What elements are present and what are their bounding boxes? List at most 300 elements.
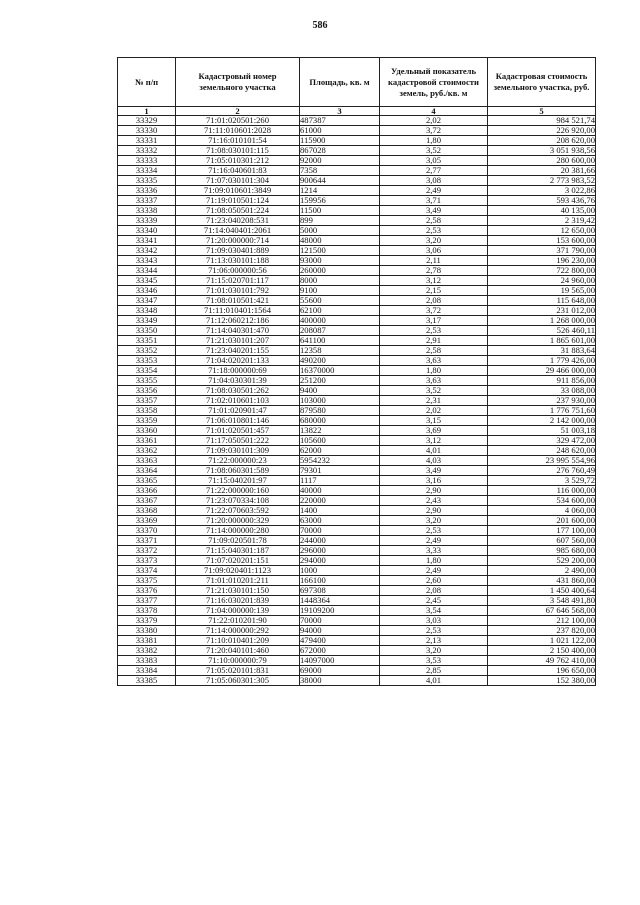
cell-row-number: 33376: [118, 586, 176, 596]
cell-row-number: 33373: [118, 556, 176, 566]
table-row: [118, 476, 596, 486]
cell-area: 115900: [300, 136, 380, 146]
cell-cadastral-value: 3 022,86: [488, 186, 596, 196]
cell-specific-value: 3,16: [380, 476, 488, 486]
cell-cadastral-number: 71:05:010301:212: [176, 156, 300, 166]
cell-specific-value: 2,08: [380, 586, 488, 596]
cell-cadastral-value: 280 600,00: [488, 156, 596, 166]
table-row: [118, 206, 596, 216]
column-index-row: [118, 107, 596, 116]
cell-area: 1214: [300, 186, 380, 196]
cell-row-number: 33365: [118, 476, 176, 486]
cell-cadastral-value: 1 021 122,00: [488, 636, 596, 646]
cell-area: 879580: [300, 406, 380, 416]
cell-specific-value: 2,53: [380, 526, 488, 536]
cell-cadastral-number: 71:21:030101:207: [176, 336, 300, 346]
cell-specific-value: 3,05: [380, 156, 488, 166]
table-row: [118, 666, 596, 676]
cell-cadastral-number: 71:08:050501:224: [176, 206, 300, 216]
cell-area: 244000: [300, 536, 380, 546]
cell-area: 400000: [300, 316, 380, 326]
cell-area: 38000: [300, 676, 380, 686]
cell-row-number: 33358: [118, 406, 176, 416]
cell-cadastral-number: 71:01:020901:47: [176, 406, 300, 416]
table-row: [118, 136, 596, 146]
cell-cadastral-value: 196 650,00: [488, 666, 596, 676]
cell-area: 69000: [300, 666, 380, 676]
cell-area: 63000: [300, 516, 380, 526]
cell-cadastral-number: 71:10:000000:79: [176, 656, 300, 666]
cell-cadastral-value: 1 776 751,60: [488, 406, 596, 416]
cell-area: 899: [300, 216, 380, 226]
column-index: 3: [300, 107, 380, 116]
cell-area: 479400: [300, 636, 380, 646]
cell-row-number: 33337: [118, 196, 176, 206]
cell-cadastral-number: 71:01:010201:211: [176, 576, 300, 586]
cell-specific-value: 4,01: [380, 446, 488, 456]
cell-cadastral-value: 231 012,00: [488, 306, 596, 316]
cell-cadastral-number: 71:15:040201:97: [176, 476, 300, 486]
cell-area: 94000: [300, 626, 380, 636]
cell-cadastral-value: 911 856,00: [488, 376, 596, 386]
cell-specific-value: 2,02: [380, 406, 488, 416]
table-row: [118, 386, 596, 396]
cell-cadastral-number: 71:17:050501:222: [176, 436, 300, 446]
cell-row-number: 33378: [118, 606, 176, 616]
cell-specific-value: 3,20: [380, 236, 488, 246]
cell-specific-value: 2,85: [380, 666, 488, 676]
cell-area: 1000: [300, 566, 380, 576]
cell-specific-value: 2,58: [380, 216, 488, 226]
cell-area: 260000: [300, 266, 380, 276]
cell-specific-value: 2,90: [380, 506, 488, 516]
cell-row-number: 33349: [118, 316, 176, 326]
column-index: 2: [176, 107, 300, 116]
cell-specific-value: 2,53: [380, 326, 488, 336]
cell-area: 70000: [300, 616, 380, 626]
table-row: [118, 276, 596, 286]
cell-cadastral-value: 3 548 491,80: [488, 596, 596, 606]
cell-specific-value: 2,78: [380, 266, 488, 276]
cell-area: 697308: [300, 586, 380, 596]
cell-cadastral-number: 71:20:000000:714: [176, 236, 300, 246]
cell-specific-value: 2,45: [380, 596, 488, 606]
cell-cadastral-value: 534 600,00: [488, 496, 596, 506]
cell-area: 672000: [300, 646, 380, 656]
cell-row-number: 33363: [118, 456, 176, 466]
cell-cadastral-value: 2 150 400,00: [488, 646, 596, 656]
cell-row-number: 33364: [118, 466, 176, 476]
table-row: [118, 426, 596, 436]
cell-area: 9100: [300, 286, 380, 296]
cell-cadastral-number: 71:11:010601:2028: [176, 126, 300, 136]
table-row: [118, 556, 596, 566]
cell-cadastral-number: 71:11:010401:1564: [176, 306, 300, 316]
cell-cadastral-value: 29 466 000,00: [488, 366, 596, 376]
cell-specific-value: 2,11: [380, 256, 488, 266]
cell-area: 103000: [300, 396, 380, 406]
cell-cadastral-number: 71:23:070334:108: [176, 496, 300, 506]
table-row: [118, 636, 596, 646]
cell-specific-value: 2,13: [380, 636, 488, 646]
cell-specific-value: 2,43: [380, 496, 488, 506]
cell-area: 159956: [300, 196, 380, 206]
table-row: [118, 256, 596, 266]
cell-area: 62000: [300, 446, 380, 456]
cell-row-number: 33330: [118, 126, 176, 136]
table-row: [118, 516, 596, 526]
cell-area: 121500: [300, 246, 380, 256]
cell-cadastral-number: 71:22:010201:90: [176, 616, 300, 626]
table-row: [118, 316, 596, 326]
cell-cadastral-number: 71:04:020201:133: [176, 356, 300, 366]
table-row: [118, 676, 596, 686]
cell-row-number: 33368: [118, 506, 176, 516]
cell-cadastral-value: 23 995 554,96: [488, 456, 596, 466]
table-row: [118, 196, 596, 206]
cell-cadastral-value: 329 472,00: [488, 436, 596, 446]
cell-cadastral-value: 237 820,00: [488, 626, 596, 636]
cell-cadastral-value: 3 051 938,56: [488, 146, 596, 156]
cell-row-number: 33384: [118, 666, 176, 676]
cell-area: 12358: [300, 346, 380, 356]
cell-specific-value: 3,03: [380, 616, 488, 626]
table-row: [118, 466, 596, 476]
cell-row-number: 33352: [118, 346, 176, 356]
cell-row-number: 33357: [118, 396, 176, 406]
cell-specific-value: 3,53: [380, 656, 488, 666]
cell-cadastral-number: 71:22:000000:23: [176, 456, 300, 466]
table-row: [118, 176, 596, 186]
cell-cadastral-number: 71:08:030101:115: [176, 146, 300, 156]
cell-cadastral-value: 67 646 568,00: [488, 606, 596, 616]
cell-cadastral-number: 71:08:060301:589: [176, 466, 300, 476]
cell-area: 1448364: [300, 596, 380, 606]
header-row-number: № п/п: [118, 58, 176, 107]
table-row: [118, 616, 596, 626]
cell-specific-value: 1,80: [380, 366, 488, 376]
cell-area: 7358: [300, 166, 380, 176]
table-row: [118, 186, 596, 196]
table-row: [118, 226, 596, 236]
cell-row-number: 33350: [118, 326, 176, 336]
cell-area: 19109200: [300, 606, 380, 616]
cell-specific-value: 3,12: [380, 436, 488, 446]
table-row: [118, 406, 596, 416]
table-row: [118, 306, 596, 316]
cell-cadastral-value: 984 521,74: [488, 116, 596, 126]
cell-cadastral-value: 226 920,00: [488, 126, 596, 136]
cell-cadastral-value: 12 650,00: [488, 226, 596, 236]
cell-cadastral-number: 71:09:020501:78: [176, 536, 300, 546]
table-row: [118, 446, 596, 456]
cell-specific-value: 3,63: [380, 356, 488, 366]
table-row: [118, 166, 596, 176]
cell-area: 294000: [300, 556, 380, 566]
cell-area: 48000: [300, 236, 380, 246]
cell-cadastral-number: 71:10:010401:209: [176, 636, 300, 646]
cell-row-number: 33377: [118, 596, 176, 606]
cell-cadastral-number: 71:08:010501:421: [176, 296, 300, 306]
cell-cadastral-number: 71:19:010501:124: [176, 196, 300, 206]
table-row: [118, 326, 596, 336]
table-header-row: [118, 58, 596, 107]
cell-row-number: 33379: [118, 616, 176, 626]
cell-specific-value: 2,91: [380, 336, 488, 346]
cell-cadastral-value: 116 000,00: [488, 486, 596, 496]
column-index: 5: [488, 107, 596, 116]
cell-row-number: 33372: [118, 546, 176, 556]
cell-specific-value: 3,17: [380, 316, 488, 326]
cell-cadastral-number: 71:07:020201:151: [176, 556, 300, 566]
cell-row-number: 33381: [118, 636, 176, 646]
cell-area: 8000: [300, 276, 380, 286]
cell-specific-value: 3,20: [380, 646, 488, 656]
cell-row-number: 33336: [118, 186, 176, 196]
column-index: 1: [118, 107, 176, 116]
table-row: [118, 336, 596, 346]
cell-area: 11500: [300, 206, 380, 216]
cell-area: 40000: [300, 486, 380, 496]
cell-cadastral-value: 529 200,00: [488, 556, 596, 566]
cell-cadastral-number: 71:12:060212:186: [176, 316, 300, 326]
header-specific-value: Удельный показатель кадастровой стоимости земель, руб./кв. м: [380, 58, 488, 107]
cell-cadastral-value: 40 135,00: [488, 206, 596, 216]
table-row: [118, 346, 596, 356]
cell-cadastral-number: 71:01:020501:260: [176, 116, 300, 126]
cell-cadastral-value: 208 620,00: [488, 136, 596, 146]
table-row: [118, 496, 596, 506]
cell-cadastral-value: 201 600,00: [488, 516, 596, 526]
cell-specific-value: 3,63: [380, 376, 488, 386]
cell-cadastral-number: 71:06:010801:146: [176, 416, 300, 426]
cell-area: 5954232: [300, 456, 380, 466]
header-cadastral-number: Кадастровый номер земельного участка: [176, 58, 300, 107]
cell-cadastral-value: 237 930,00: [488, 396, 596, 406]
cell-row-number: 33341: [118, 236, 176, 246]
cell-area: 79301: [300, 466, 380, 476]
table-row: [118, 286, 596, 296]
cell-cadastral-number: 71:23:040201:155: [176, 346, 300, 356]
cell-row-number: 33345: [118, 276, 176, 286]
cell-area: 92000: [300, 156, 380, 166]
cell-row-number: 33383: [118, 656, 176, 666]
cell-area: 1117: [300, 476, 380, 486]
cell-cadastral-value: 20 381,66: [488, 166, 596, 176]
cell-specific-value: 2,08: [380, 296, 488, 306]
cell-specific-value: 3,52: [380, 386, 488, 396]
cell-specific-value: 1,80: [380, 556, 488, 566]
table-row: [118, 546, 596, 556]
cell-specific-value: 3,20: [380, 516, 488, 526]
cell-cadastral-value: 1 779 426,00: [488, 356, 596, 366]
cell-cadastral-value: 24 960,00: [488, 276, 596, 286]
cell-area: 9400: [300, 386, 380, 396]
cell-cadastral-number: 71:05:060301:305: [176, 676, 300, 686]
cell-specific-value: 3,71: [380, 196, 488, 206]
cell-row-number: 33374: [118, 566, 176, 576]
table-row: [118, 396, 596, 406]
cell-area: 490200: [300, 356, 380, 366]
cell-cadastral-value: 31 883,64: [488, 346, 596, 356]
cell-area: 105600: [300, 436, 380, 446]
table-row: [118, 366, 596, 376]
table-row: [118, 656, 596, 666]
cell-cadastral-value: 985 680,00: [488, 546, 596, 556]
cell-row-number: 33375: [118, 576, 176, 586]
cell-specific-value: 3,49: [380, 466, 488, 476]
cell-specific-value: 1,80: [380, 136, 488, 146]
table-row: [118, 526, 596, 536]
cell-cadastral-number: 71:01:020501:457: [176, 426, 300, 436]
cell-area: 93000: [300, 256, 380, 266]
cell-specific-value: 2,53: [380, 226, 488, 236]
table-row: [118, 236, 596, 246]
cell-cadastral-number: 71:15:020701:117: [176, 276, 300, 286]
cell-cadastral-number: 71:05:020101:831: [176, 666, 300, 676]
table-row: [118, 296, 596, 306]
cell-row-number: 33361: [118, 436, 176, 446]
table-row: [118, 246, 596, 256]
cell-area: 1400: [300, 506, 380, 516]
cell-cadastral-value: 2 773 983,52: [488, 176, 596, 186]
cell-area: 13822: [300, 426, 380, 436]
cell-cadastral-number: 71:20:040101:460: [176, 646, 300, 656]
table-row: [118, 536, 596, 546]
cell-cadastral-number: 71:08:030501:262: [176, 386, 300, 396]
cell-row-number: 33338: [118, 206, 176, 216]
cell-row-number: 33371: [118, 536, 176, 546]
cell-row-number: 33333: [118, 156, 176, 166]
cell-specific-value: 2,53: [380, 626, 488, 636]
cell-specific-value: 2,90: [380, 486, 488, 496]
cell-cadastral-number: 71:09:020401:1123: [176, 566, 300, 576]
cell-cadastral-number: 71:04:030301:39: [176, 376, 300, 386]
cell-area: 867028: [300, 146, 380, 156]
cell-row-number: 33342: [118, 246, 176, 256]
table-row: [118, 356, 596, 366]
table-row: [118, 486, 596, 496]
cell-cadastral-value: 248 620,00: [488, 446, 596, 456]
cell-cadastral-number: 71:21:030101:150: [176, 586, 300, 596]
cell-cadastral-value: 4 060,00: [488, 506, 596, 516]
table-row: [118, 436, 596, 446]
cell-cadastral-number: 71:09:030101:309: [176, 446, 300, 456]
header-area: Площадь, кв. м: [300, 58, 380, 107]
cell-cadastral-number: 71:13:030101:188: [176, 256, 300, 266]
cell-cadastral-number: 71:09:010601:3849: [176, 186, 300, 196]
cell-cadastral-value: 49 762 410,00: [488, 656, 596, 666]
cell-row-number: 33355: [118, 376, 176, 386]
cell-row-number: 33360: [118, 426, 176, 436]
cell-cadastral-value: 431 860,00: [488, 576, 596, 586]
table-row: [118, 266, 596, 276]
cell-cadastral-number: 71:14:040301:470: [176, 326, 300, 336]
cell-cadastral-number: 71:14:000000:292: [176, 626, 300, 636]
cell-cadastral-value: 1 268 000,00: [488, 316, 596, 326]
cell-cadastral-value: 3 529,72: [488, 476, 596, 486]
cell-area: 62100: [300, 306, 380, 316]
cell-area: 296000: [300, 546, 380, 556]
cell-specific-value: 2,49: [380, 536, 488, 546]
cell-area: 220000: [300, 496, 380, 506]
cell-specific-value: 2,58: [380, 346, 488, 356]
cell-specific-value: 4,01: [380, 676, 488, 686]
cell-area: 900644: [300, 176, 380, 186]
table-row: [118, 506, 596, 516]
cell-area: 251200: [300, 376, 380, 386]
cell-specific-value: 2,60: [380, 576, 488, 586]
cell-area: 5000: [300, 226, 380, 236]
cell-area: 641100: [300, 336, 380, 346]
cell-row-number: 33344: [118, 266, 176, 276]
table-row: [118, 126, 596, 136]
cell-cadastral-number: 71:18:000000:69: [176, 366, 300, 376]
cell-cadastral-value: 212 100,00: [488, 616, 596, 626]
cell-row-number: 33348: [118, 306, 176, 316]
cell-area: 16370000: [300, 366, 380, 376]
cell-cadastral-number: 71:06:000000:56: [176, 266, 300, 276]
cell-row-number: 33351: [118, 336, 176, 346]
cell-cadastral-value: 196 230,00: [488, 256, 596, 266]
cell-specific-value: 3,54: [380, 606, 488, 616]
cell-specific-value: 3,06: [380, 246, 488, 256]
cell-row-number: 33334: [118, 166, 176, 176]
cell-specific-value: 2,49: [380, 566, 488, 576]
cell-cadastral-value: 115 648,00: [488, 296, 596, 306]
cell-specific-value: 3,52: [380, 146, 488, 156]
cell-cadastral-value: 153 600,00: [488, 236, 596, 246]
column-index: 4: [380, 107, 488, 116]
cell-row-number: 33335: [118, 176, 176, 186]
cell-specific-value: 4,03: [380, 456, 488, 466]
cell-cadastral-number: 71:09:030401:889: [176, 246, 300, 256]
cell-specific-value: 2,15: [380, 286, 488, 296]
cell-cadastral-number: 71:22:000000:160: [176, 486, 300, 496]
cell-row-number: 33367: [118, 496, 176, 506]
cell-cadastral-value: 607 560,00: [488, 536, 596, 546]
cell-row-number: 33359: [118, 416, 176, 426]
cell-cadastral-value: 152 380,00: [488, 676, 596, 686]
cell-cadastral-number: 71:23:040208:531: [176, 216, 300, 226]
cell-cadastral-number: 71:01:030101:792: [176, 286, 300, 296]
cell-cadastral-value: 593 436,76: [488, 196, 596, 206]
cell-row-number: 33382: [118, 646, 176, 656]
cell-area: 680000: [300, 416, 380, 426]
cell-row-number: 33385: [118, 676, 176, 686]
table-row: [118, 566, 596, 576]
table-row: [118, 416, 596, 426]
cell-specific-value: 3,08: [380, 176, 488, 186]
cell-cadastral-number: 71:04:000000:139: [176, 606, 300, 616]
cell-row-number: 33332: [118, 146, 176, 156]
cell-specific-value: 3,49: [380, 206, 488, 216]
cell-cadastral-number: 71:20:000000:329: [176, 516, 300, 526]
cell-specific-value: 3,12: [380, 276, 488, 286]
cell-row-number: 33347: [118, 296, 176, 306]
cell-specific-value: 3,72: [380, 306, 488, 316]
table-row: [118, 626, 596, 636]
header-cadastral-value: Кадастровая стоимость земельного участка, руб.: [488, 58, 596, 107]
table-row: [118, 116, 596, 126]
cell-row-number: 33380: [118, 626, 176, 636]
table-row: [118, 156, 596, 166]
cell-cadastral-number: 71:14:000000:280: [176, 526, 300, 536]
cell-area: 166100: [300, 576, 380, 586]
cell-row-number: 33331: [118, 136, 176, 146]
cell-cadastral-value: 1 450 400,64: [488, 586, 596, 596]
cell-row-number: 33343: [118, 256, 176, 266]
